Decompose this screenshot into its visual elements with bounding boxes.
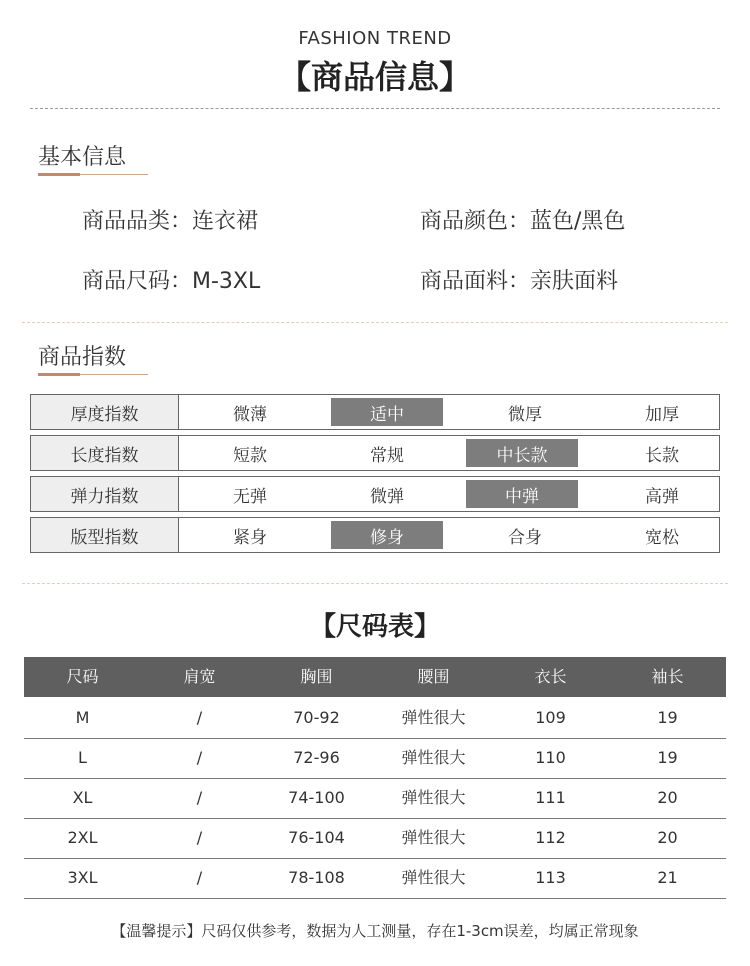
table-cell: 3XL [67, 868, 98, 887]
table-cell: 弹性很大 [401, 868, 466, 887]
index-option: 长款 [645, 445, 679, 466]
table-cell: 弹性很大 [401, 828, 466, 847]
index-option: 高弹 [645, 486, 679, 507]
header-kicker: FASHION TREND [298, 28, 452, 49]
table-cell: / [196, 748, 203, 767]
index-row-thickness [30, 394, 720, 430]
table-cell: 111 [535, 788, 566, 807]
column-header: 腰围 [417, 667, 450, 686]
table-cell: 21 [657, 868, 678, 887]
table-cell: 2XL [67, 828, 98, 847]
info-fabric: 商品面料：亲肤面料 [420, 269, 619, 294]
index-option: 常规 [370, 445, 404, 466]
footnote: 【温馨提示】尺码仅供参考，数据为人工测量，存在1-3cm误差，均属正常现象 [111, 922, 639, 940]
table-cell: 20 [657, 788, 678, 807]
table-row [24, 698, 726, 739]
table-cell: 76-104 [288, 828, 345, 847]
index-option: 短款 [233, 445, 267, 466]
index-option-selected: 适中 [331, 398, 443, 426]
index-option-selected: 中长款 [466, 439, 578, 467]
column-header: 尺码 [66, 667, 99, 686]
table-cell: 78-108 [288, 868, 345, 887]
table-cell: M [75, 708, 90, 727]
table-row [24, 738, 726, 779]
table-cell: 70-92 [293, 708, 340, 727]
index-option: 无弹 [233, 486, 267, 507]
index-label: 弹力指数 [31, 477, 179, 511]
heading-underline-accent [38, 173, 80, 176]
table-cell: XL [72, 788, 93, 807]
table-cell: 109 [535, 708, 566, 727]
info-category: 商品品类：连衣裙 [82, 209, 259, 234]
table-cell: 19 [657, 708, 678, 727]
table-cell: / [196, 868, 203, 887]
table-cell: / [196, 828, 203, 847]
table-cell: 72-96 [293, 748, 340, 767]
table-cell: / [196, 708, 203, 727]
index-option: 合身 [508, 527, 542, 548]
index-label: 版型指数 [31, 518, 179, 552]
table-cell: / [196, 788, 203, 807]
table-cell: 112 [535, 828, 566, 847]
size-table-title: 【尺码表】 [309, 612, 440, 642]
column-header: 衣长 [534, 667, 567, 686]
index-row-elasticity [30, 476, 720, 512]
table-cell: 74-100 [288, 788, 345, 807]
index-option: 宽松 [645, 527, 679, 548]
table-row [24, 858, 726, 899]
section-heading-indices: 商品指数 [38, 345, 127, 370]
index-option: 微弹 [370, 486, 404, 507]
table-row [24, 778, 726, 819]
info-size: 商品尺码：M-3XL [82, 269, 261, 294]
index-option: 微薄 [233, 404, 267, 425]
index-row-length [30, 435, 720, 471]
index-label: 长度指数 [31, 436, 179, 470]
column-header: 胸围 [300, 667, 333, 686]
column-header: 肩宽 [183, 667, 216, 686]
table-row [24, 818, 726, 859]
column-header: 袖长 [651, 667, 684, 686]
index-option: 加厚 [645, 404, 679, 425]
index-option: 微厚 [508, 404, 542, 425]
divider [30, 108, 720, 109]
index-row-fit [30, 517, 720, 553]
table-cell: 弹性很大 [401, 748, 466, 767]
index-option-selected: 中弹 [466, 480, 578, 508]
table-cell: 110 [535, 748, 566, 767]
index-option: 紧身 [233, 527, 267, 548]
section-heading-basic: 基本信息 [38, 145, 127, 170]
table-cell: L [78, 748, 87, 767]
info-color: 商品颜色：蓝色/黑色 [420, 209, 626, 234]
table-cell: 20 [657, 828, 678, 847]
table-cell: 弹性很大 [401, 788, 466, 807]
index-option-selected: 修身 [331, 521, 443, 549]
table-cell: 弹性很大 [401, 708, 466, 727]
table-cell: 113 [535, 868, 566, 887]
divider [22, 583, 728, 584]
page-title: 【商品信息】 [278, 58, 471, 96]
table-cell: 19 [657, 748, 678, 767]
heading-underline-accent [38, 373, 80, 376]
index-label: 厚度指数 [31, 395, 179, 429]
divider [22, 322, 728, 323]
size-table-header [24, 657, 726, 697]
